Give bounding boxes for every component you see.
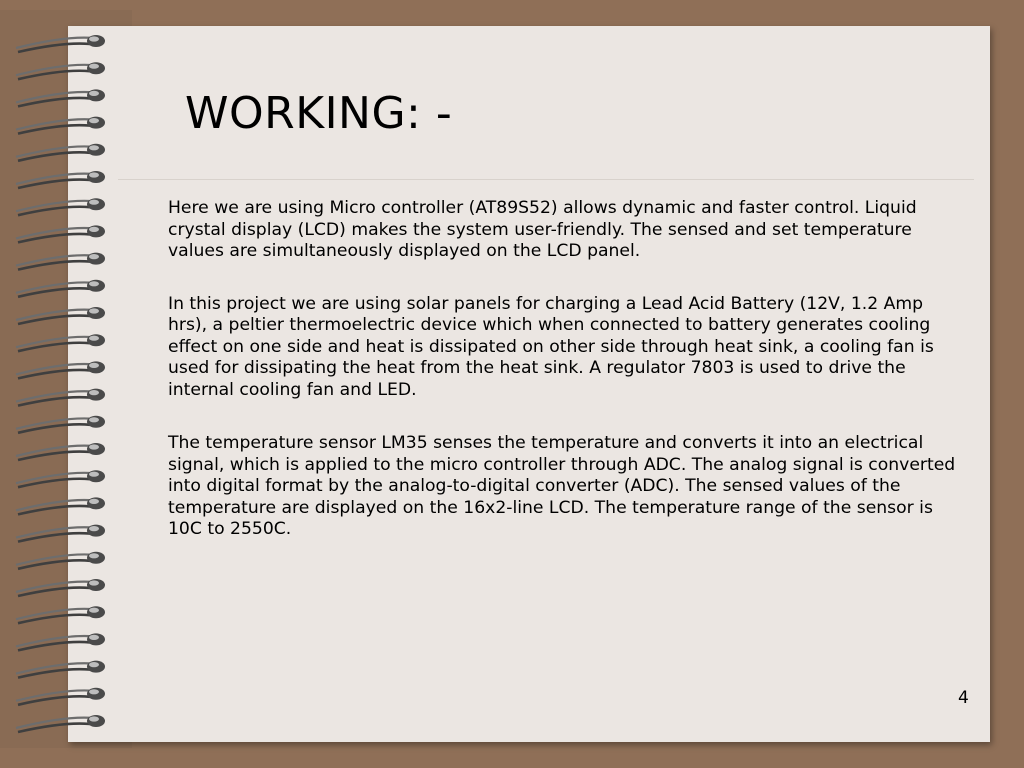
binding-ring-icon: [16, 552, 105, 569]
binding-ring-icon: [16, 117, 105, 134]
slide-title: WORKING: -: [185, 88, 453, 139]
binding-ring-icon: [16, 171, 105, 188]
paragraph-3: The temperature sensor LM35 senses the temperature and converts it into an electrical signal, which is applied to the micro controller through ADC. The analog signal is converted into digital format by the analog-to-digital converter (ADC). The sensed values of the temperature are displayed on the 16x2-line LCD. The temperature range of the sensor is 10C to 2550C.: [168, 433, 956, 539]
binding-ring-icon: [16, 715, 105, 732]
binding-ring-icon: [16, 144, 105, 161]
binding-ring-icon: [16, 416, 105, 433]
binding-ring-icon: [16, 253, 105, 270]
slide-body: [168, 198, 963, 566]
binding-ring-icon: [16, 688, 105, 705]
binding-ring-icon: [16, 389, 105, 406]
binding-ring-icon: [16, 361, 105, 378]
binding-ring-icon: [16, 497, 105, 514]
binding-ring-icon: [16, 35, 105, 52]
binding-ring-icon: [16, 633, 105, 650]
binding-ring-icon: [16, 661, 105, 678]
page-number: 4: [958, 688, 969, 708]
paragraph-1: Here we are using Micro controller (AT89S52) allows dynamic and faster control. Liquid crystal display (LCD) makes the system user-friendly. The sensed and set temperature values are simultaneously displayed on the LCD panel.: [168, 198, 917, 261]
binding-ring-icon: [16, 280, 105, 297]
binding-ring-icon: [16, 470, 105, 487]
binding-ring-icon: [16, 307, 105, 324]
binding-ring-icon: [16, 62, 105, 79]
binding-ring-icon: [16, 606, 105, 623]
binding-ring-icon: [16, 89, 105, 106]
binding-ring-icon: [16, 225, 105, 242]
binding-ring-icon: [16, 525, 105, 542]
binding-ring-icon: [16, 334, 105, 351]
paragraph-2: In this project we are using solar panels for charging a Lead Acid Battery (12V, 1.2 Amp hrs), a peltier thermoelectric device which when connected to battery generates cooling effect on one side and heat is dissipated on other side through heat sink, a cooling fan is used for dissipating the heat from the heat sink. A regulator 7803 is used to drive the internal cooling fan and LED.: [168, 293, 934, 400]
spiral-binding-icon: [10, 28, 120, 738]
binding-ring-icon: [16, 443, 105, 460]
title-divider: [118, 179, 974, 180]
binding-ring-icon: [16, 198, 105, 215]
binding-ring-icon: [16, 579, 105, 596]
